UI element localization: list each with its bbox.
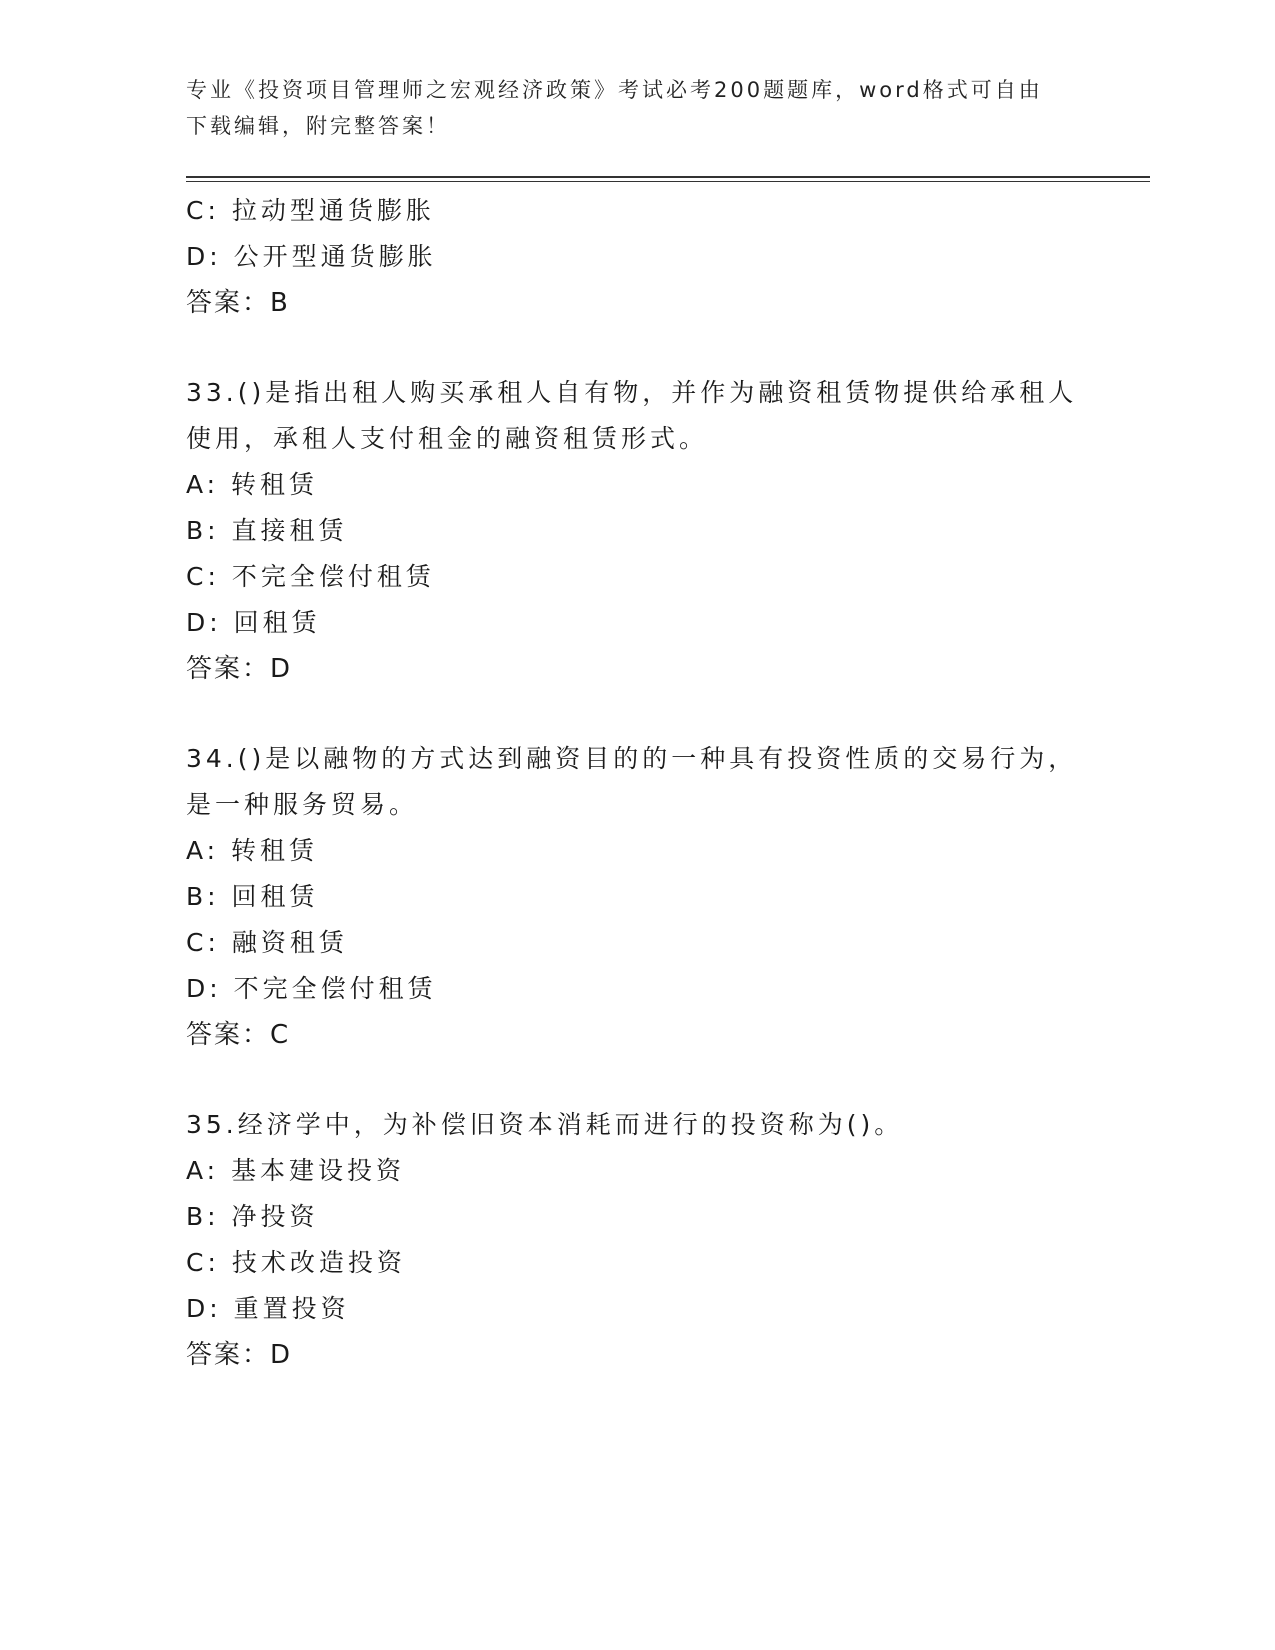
header-title-line-1: 专业《投资项目管理师之宏观经济政策》考试必考200题题库，word格式可自由: [186, 78, 1043, 102]
option-c: C: 拉动型通货膨胀: [186, 196, 435, 225]
spacer: [186, 326, 1086, 370]
question-32-continued: [186, 188, 1086, 326]
answer: 答案：D: [186, 1340, 293, 1370]
answer: 答案：C: [186, 1020, 291, 1050]
option-a: A: 转租赁: [186, 836, 319, 865]
option-b: B: 直接租赁: [186, 516, 348, 545]
question-35: [186, 1102, 1086, 1378]
question-stem-line: 是一种服务贸易。: [186, 790, 419, 819]
question-list: [186, 188, 1086, 1378]
question-stem-line: 33.()是指出租人购买承租人自有物，并作为融资租赁物提供给承租人: [186, 378, 1078, 407]
spacer: [186, 692, 1086, 736]
option-a: A: 基本建设投资: [186, 1156, 406, 1185]
document-header: [186, 72, 1066, 144]
answer: 答案：B: [186, 288, 290, 318]
option-c: C: 不完全偿付租赁: [186, 562, 435, 591]
option-c: C: 技术改造投资: [186, 1248, 406, 1277]
spacer: [186, 1058, 1086, 1102]
question-stem-line: 34.()是以融物的方式达到融资目的的一种具有投资性质的交易行为，: [186, 744, 1078, 773]
answer: 答案：D: [186, 654, 293, 684]
option-d: D: 公开型通货膨胀: [186, 242, 437, 271]
option-b: B: 回租赁: [186, 882, 319, 911]
option-d: D: 重置投资: [186, 1294, 350, 1323]
option-c: C: 融资租赁: [186, 928, 348, 957]
question-33: [186, 370, 1086, 692]
question-stem-line: 使用，承租人支付租金的融资租赁形式。: [186, 424, 709, 453]
header-divider: [186, 176, 1150, 182]
header-title-line-2: 下载编辑，附完整答案！: [186, 114, 450, 138]
option-a: A: 转租赁: [186, 470, 319, 499]
option-d: D: 不完全偿付租赁: [186, 974, 437, 1003]
option-d: D: 回租赁: [186, 608, 321, 637]
question-34: [186, 736, 1086, 1058]
question-stem-line: 35.经济学中，为补偿旧资本消耗而进行的投资称为()。: [186, 1110, 904, 1139]
option-b: B: 净投资: [186, 1202, 319, 1231]
